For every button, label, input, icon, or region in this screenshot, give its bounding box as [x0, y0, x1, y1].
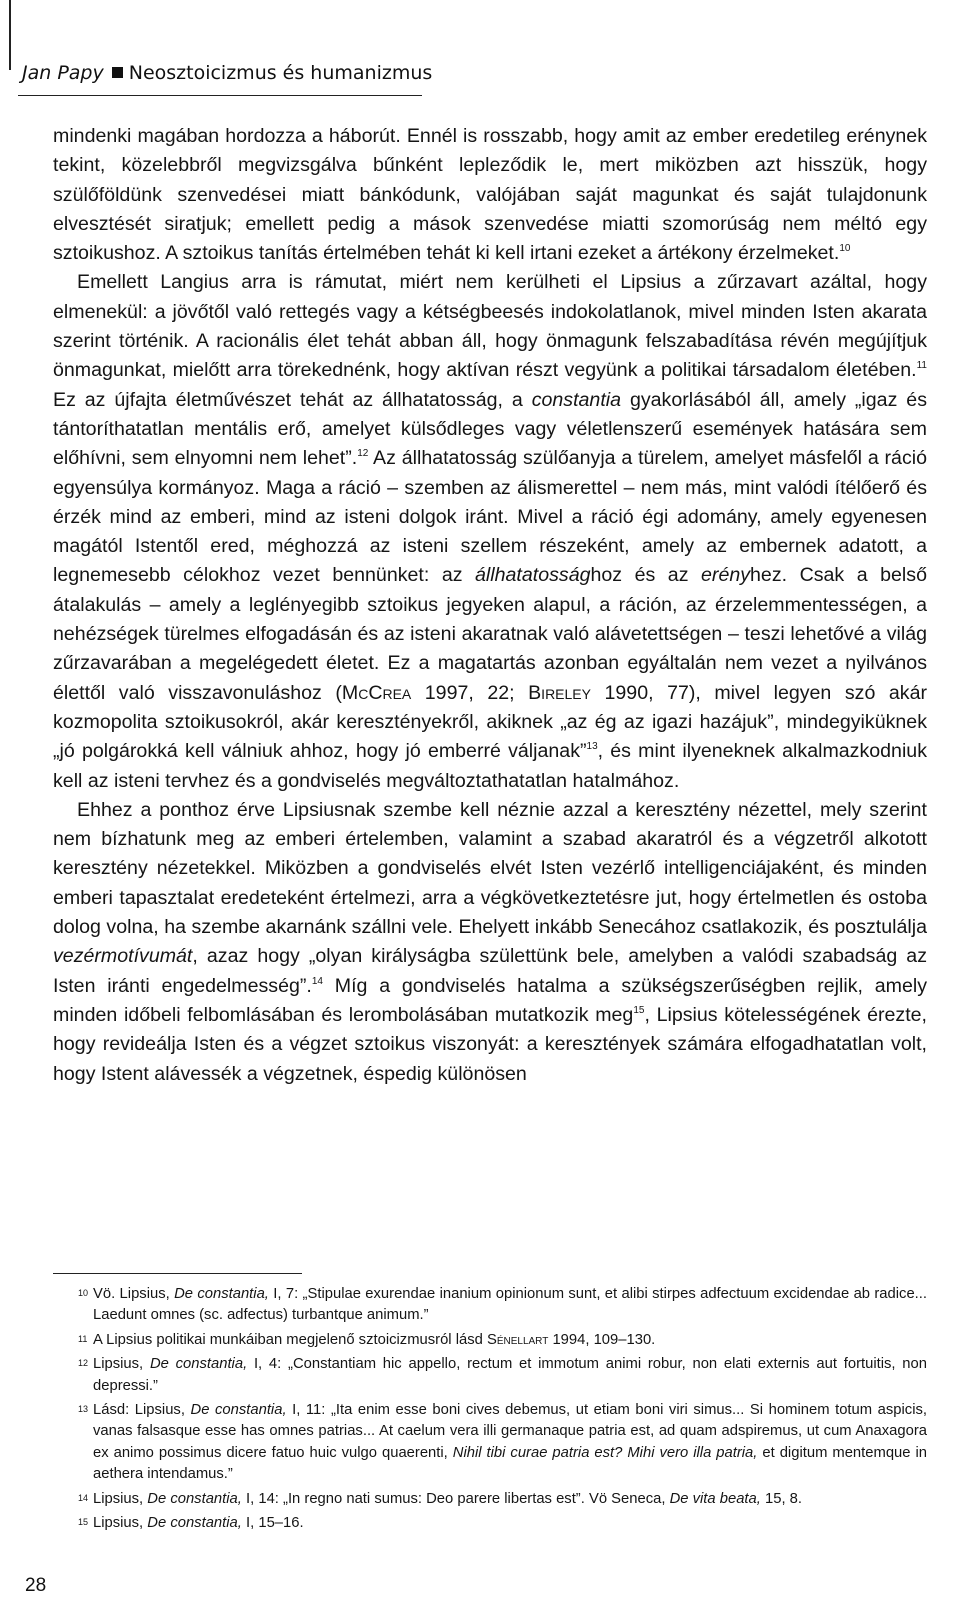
footnote-ref: 14 — [311, 975, 323, 987]
text-run: I, 7: „Stipulae exurendae inanium opinionum sunt, et alibi stirpes adfectuum excidendae ab radice... Laedunt omnes (sc. adfectus) turbantque animum.” — [93, 1286, 928, 1324]
text-run: hez. Csak a belső átalakulás – amely a leglényegibb sztoikus jegyeken alapul, a ráción, az érzelemmentességen, a nehézségek türelmes elfogadásán és az isteni akaratnak való alávetettségen – teszi lehetővé a világ zűrzavarában a megelégedett életet. Ez a magatartás azonban egyáltalán nem vezet a nyilvános élettől való visszavonuláshoz ( — [53, 564, 927, 704]
header-rule — [18, 95, 422, 96]
text-run: , azaz hogy „olyan királyságba születtünk bele, amelyben a valódi szabadság az Isten iránti engedelmesség”. — [53, 945, 927, 997]
text-run: Az állhatatosság szülőanyja a türelem, amelyet másfelől a ráció egyensúlya kormányoz. Maga a ráció – szemben az álismerettel – nem más, mint valódi ítélőerő és érzék mind az emberi, mind az isteni dolgok iránt. Mivel a ráció égi adomány, amely egyenesen magától Istentől ered, méghozzá az isteni szellem részeként, amely az embernek adatott, a legnemesebb célokhoz vezet bennünket: az — [53, 447, 927, 587]
footnote — [78, 1284, 927, 1327]
italic-text: constantia — [531, 388, 622, 411]
footnote-number: 10 — [78, 1288, 89, 1298]
italic-text: De constantia, — [149, 1356, 248, 1373]
footnote-number: 12 — [78, 1358, 89, 1369]
footnote-ref: 11 — [916, 360, 927, 372]
text-run: et digitum mentemque in aethera intendamus.” — [93, 1444, 928, 1483]
italic-text: De constantia, — [174, 1286, 269, 1302]
text-run: hoz és az — [590, 564, 702, 587]
text-run: I, 11: „Ita enim esse boni cives debemus, ut etiam boni viri simus... Si hominem totum aspicis, vanas falsasque esse has omnes patrias... At caelum vera illi germanaque patria est, ad quam adspiremus, ut cum Anaxagora ex animo possimus dicere fatuo huic vulgo quaerenti, — [93, 1402, 927, 1461]
text-run: Vö. Lipsius, — [93, 1286, 175, 1302]
footnote-separator — [53, 1273, 302, 1274]
text-run: , Lipsius kötelességének érezte, hogy revideálja Isten és a végzet sztoikus viszonyát: a keresztények számára elfogadhatatlan volt, hogy Istent alávessék a végzetnek, éspedig különösen — [53, 1003, 927, 1085]
italic-text: vezérmotívumát — [53, 945, 193, 968]
footnote — [78, 1330, 927, 1351]
text-run: I, 15–16. — [241, 1515, 304, 1532]
text-run: Lipsius, — [93, 1490, 148, 1507]
small-caps-text: Sénellart — [486, 1331, 549, 1348]
running-header — [22, 62, 432, 84]
text-run: Lipsius, — [93, 1356, 150, 1373]
italic-text: erény — [701, 564, 751, 587]
paragraph — [53, 122, 927, 268]
paragraph — [53, 268, 927, 795]
footnote-ref: 12 — [357, 448, 369, 460]
header-author: Jan Papy — [22, 62, 104, 84]
footnote — [78, 1489, 927, 1510]
italic-text: Nihil tibi curae patria est? Mihi vero illa patria, — [452, 1444, 758, 1461]
footnote — [78, 1400, 927, 1486]
square-bullet-icon — [112, 67, 123, 78]
footnote-ref: 13 — [586, 741, 598, 753]
text-run: Emellett Langius arra is rámutat, miért nem kerülheti el Lipsius a zűrzavart azáltal, hogy elmenekül: a jövőtől való rettegés vagy a kétségbeesés indokolatlanok, mivel minden Isten akarata szerint történik. A racionális élet tehát abban áll, hogy önmagunk felszabadítása révén megújítjuk önmagunkat, mielőtt arra törekednénk, hogy aktívan részt vegyünk a politikai társadalom életében. — [53, 271, 927, 382]
italic-text: De constantia, — [147, 1515, 242, 1532]
footnote-ref: 10 — [839, 243, 851, 255]
italic-text: De constantia, — [147, 1490, 242, 1507]
italic-text: De constantia, — [190, 1402, 287, 1419]
text-run: 1997, 22; — [411, 681, 529, 704]
text-run: Míg a gondviselés hatalma a szükségszerűségben rejlik, amely minden időbeli felbomlásában és lerombolásában mutatkozik meg — [53, 974, 927, 1026]
footnote-number: 13 — [78, 1404, 89, 1415]
footnote-number: 11 — [78, 1333, 88, 1344]
text-run: I, 14: „In regno nati sumus: Deo parere libertas est”. Vö Seneca, — [241, 1490, 670, 1507]
italic-text: De vita beata, — [669, 1490, 761, 1507]
text-run: I, 4: „Constantiam hic appello, rectum et immotum animi robur, non elati externis aut fortuitis, non depressi.” — [93, 1356, 927, 1394]
body-text — [53, 122, 927, 1089]
page-number: 28 — [25, 1575, 47, 1596]
footnote-number: 15 — [78, 1517, 89, 1528]
margin-rule — [9, 0, 11, 70]
text-run: Ehhez a ponthoz érve Lipsiusnak szembe kell néznie azzal a keresztény nézettel, mely szerint nem bízhatunk meg az emberi értelemben, valamint a szabad akaratról és a végzetről alkotott keresztény nézetekkel. Miközben a gondviselés elvét Isten vezérlő intelligenciájaként, és minden emberi tapasztalat eredeteként értelmezi, arra a végkövetkeztetésre jut, hogy értelmetlen és ostoba dolog volna, ha szembe akarnánk szállni vele. Ehelyett inkább Senecához csatlakozik, és posztulálja — [53, 798, 927, 939]
footnotes — [78, 1284, 927, 1537]
italic-text: állhatatosság — [475, 564, 591, 587]
small-caps-text: McCrea — [341, 681, 412, 704]
text-run: 1994, 109–130. — [548, 1331, 656, 1348]
text-run: Lipsius, — [93, 1515, 148, 1532]
text-run: gyakorlásából áll, amely „igaz és tántoríthatatlan mentális erő, amelyet külsődleges vagy véletlenszerű események hatására sem előhívni, sem elnyomni nem lehet”. — [53, 388, 927, 470]
paragraph — [53, 796, 927, 1089]
text-run: , és mint ilyeneknek alkalmazkodniuk kell az isteni tervhez és a gondviselés megváltoztathatatlan hatalmához. — [53, 740, 927, 792]
text-run: A Lipsius politikai munkáiban megjelenő sztoicizmusról lásd — [93, 1331, 487, 1348]
small-caps-text: Bireley — [528, 681, 591, 704]
footnote-ref: 15 — [633, 1004, 645, 1016]
text-run: Ez az újfajta életművészet tehát az állhatatosság, a — [53, 388, 532, 411]
text-run: 15, 8. — [760, 1490, 803, 1507]
text-run: 1990, 77), mivel legyen szó akár kozmopolita sztoikusokról, akár keresztényekről, akiknek „az ég az igazi hazájuk”, mindegyiküknek „jó polgárokká kell válniuk ahhoz, hogy jó emberré váljanak” — [53, 681, 927, 763]
header-title: Neosztoicizmus és humanizmus — [128, 62, 433, 84]
footnote — [78, 1513, 927, 1534]
footnote-number: 14 — [78, 1492, 89, 1503]
text-run: mindenki magában hordozza a háborút. Ennél is rosszabb, hogy amit az ember eredetileg erénynek tekint, közelebbről megvizsgálva bűnként lepleződik le, mert miközben azt hisszük, hogy szülőföldünk szenvedései miatt bánkódunk, valójában saját magunkat és saját tulajdonunk elvesztését siratjuk; emellett pedig a mások szenvedése miatti szomorúság nem méltó egy sztoikushoz. A sztoikus tanítás értelmében tehát ki kell irtani ezeket a ártékony érzelmeket. — [53, 125, 927, 265]
text-run: Lásd: Lipsius, — [93, 1402, 191, 1419]
footnote — [78, 1354, 927, 1397]
